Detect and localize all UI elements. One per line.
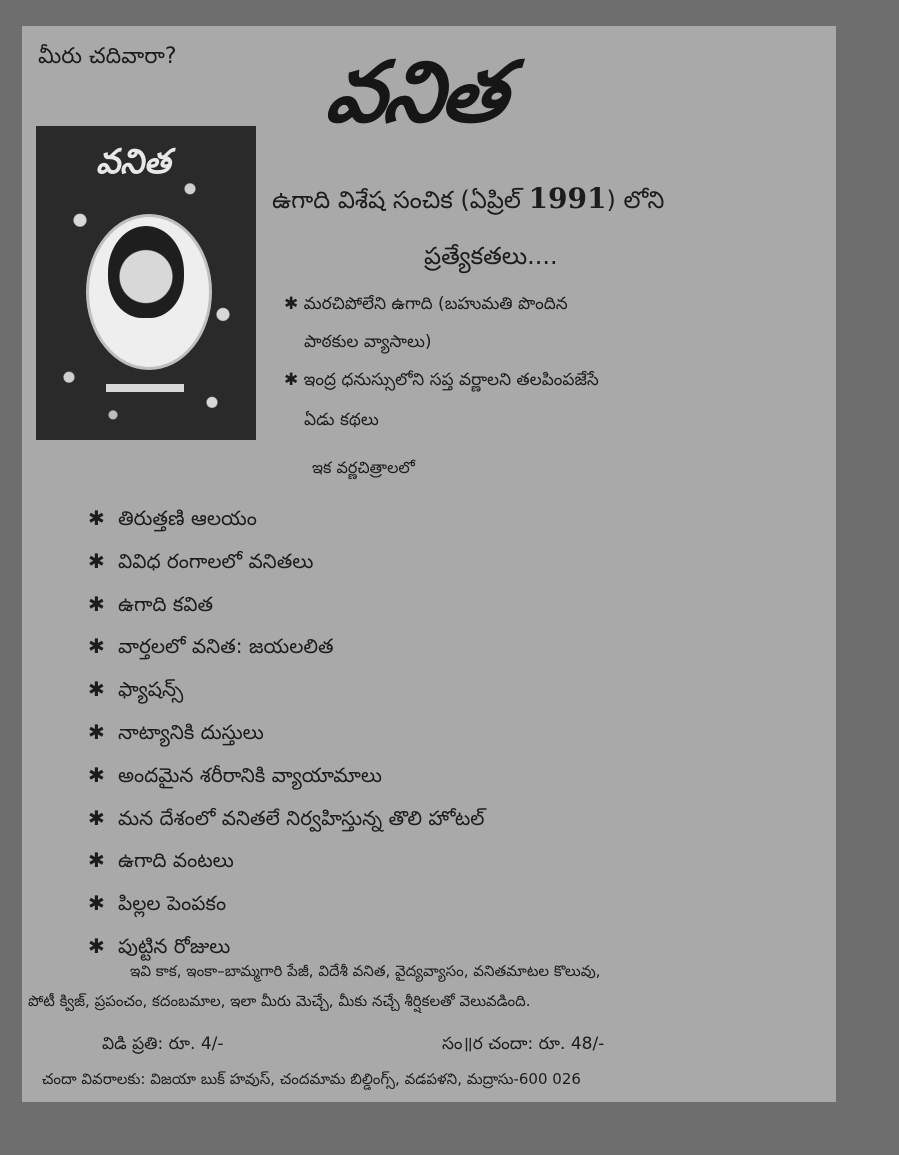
feature-label: మన దేశంలో వనితలే నిర్వహిస్తున్న తొలి హోటల్	[118, 805, 485, 830]
list-item	[88, 502, 484, 545]
closing-text-line1: ఇవి కాక, ఇంకా–బామ్మగారి పేజీ, విదేశీ వనిత, వైద్యవ్యాసం, వనితమాటల కొలువు,	[130, 962, 601, 980]
feature-label: వార్తలలో వనిత: జయలలిత	[118, 634, 334, 659]
cover-title: వనిత	[96, 142, 171, 182]
headline-suffix: ) లోని	[606, 186, 665, 214]
magazine-masthead: వనిత	[320, 42, 513, 141]
star-icon: ✱	[88, 933, 105, 958]
annual-subscription-price: సం॥ర చందా: రూ. 48/-	[442, 1034, 605, 1054]
feature-label: పుట్టిన రోజులు	[118, 933, 231, 958]
cover-portrait	[108, 226, 184, 318]
magazine-cover-image	[36, 126, 256, 440]
list-item	[88, 545, 484, 588]
list-item	[88, 802, 484, 845]
headline-prefix: ఉగాది విశేష సంచిక (ఏప్రిల్	[272, 186, 529, 214]
list-item	[88, 630, 484, 673]
star-icon: ✱	[88, 548, 105, 573]
feature-label: తిరుత్తణి ఆలయం	[118, 506, 257, 530]
highlight-1-line2: పాఠకుల వ్యాసాలు)	[304, 332, 432, 352]
issue-headline	[272, 182, 664, 220]
star-icon: ✱	[88, 848, 105, 873]
star-icon: ✱	[88, 805, 105, 830]
list-item	[88, 716, 484, 759]
highlight-1-line1: ✱ మరచిపోలేని ఉగాది (బహుమతి పొందిన	[284, 294, 568, 314]
feature-label: ఉగాది వంటలు	[118, 848, 234, 873]
star-icon: ✱	[88, 677, 105, 702]
star-icon: ✱	[88, 891, 105, 916]
issue-headline-line2: ప్రత్యేకతలు....	[424, 242, 558, 270]
subscription-address: చందా వివరాలకు: విజయా బుక్ హవుస్, చందమామ బిల్డింగ్స్, వడపళని, మద్రాసు-600 026	[42, 1070, 581, 1088]
highlight-2-line1: ✱ ఇంద్ర ధనుస్సులోని సప్త వర్ణాలని తలపింపజేసే	[284, 370, 599, 390]
advertisement-page	[22, 26, 836, 1102]
list-item	[88, 887, 484, 930]
tagline: మీరు చదివారా?	[38, 44, 177, 69]
feature-label: నాట్యానికి దుస్తులు	[118, 719, 264, 744]
list-item	[88, 759, 484, 802]
star-icon: ✱	[88, 762, 105, 787]
highlight-2-line2: ఏడు కథలు	[304, 410, 379, 430]
color-pictures-intro: ఇక వర్ణచిత్రాలలో	[312, 458, 415, 477]
feature-label: వివిధ రంగాలలో వనితలు	[118, 548, 314, 573]
cover-label-strip	[106, 384, 184, 392]
feature-list	[88, 502, 484, 973]
feature-label: అందమైన శరీరానికి వ్యాయామాలు	[118, 762, 382, 787]
star-icon: ✱	[88, 634, 105, 659]
star-icon: ✱	[88, 591, 105, 616]
star-icon: ✱	[88, 719, 105, 744]
feature-label: ఉగాది కవిత	[118, 591, 214, 616]
list-item	[88, 844, 484, 887]
feature-label: పిల్లల పెంపకం	[118, 891, 227, 916]
list-item	[88, 588, 484, 631]
feature-label: ఫ్యాషన్స్	[118, 677, 184, 702]
closing-text-line2: పోటీ క్విజ్, ప్రపంచం, కదంబమాల, ఇలా మీరు మెచ్చే, మీకు నచ్చే శీర్షికలతో వెలువడింది.	[28, 992, 531, 1010]
single-copy-price: విడి ప్రతి: రూ. 4/-	[102, 1034, 224, 1054]
star-icon: ✱	[88, 506, 105, 530]
list-item	[88, 673, 484, 716]
headline-year: 1991	[528, 182, 607, 215]
